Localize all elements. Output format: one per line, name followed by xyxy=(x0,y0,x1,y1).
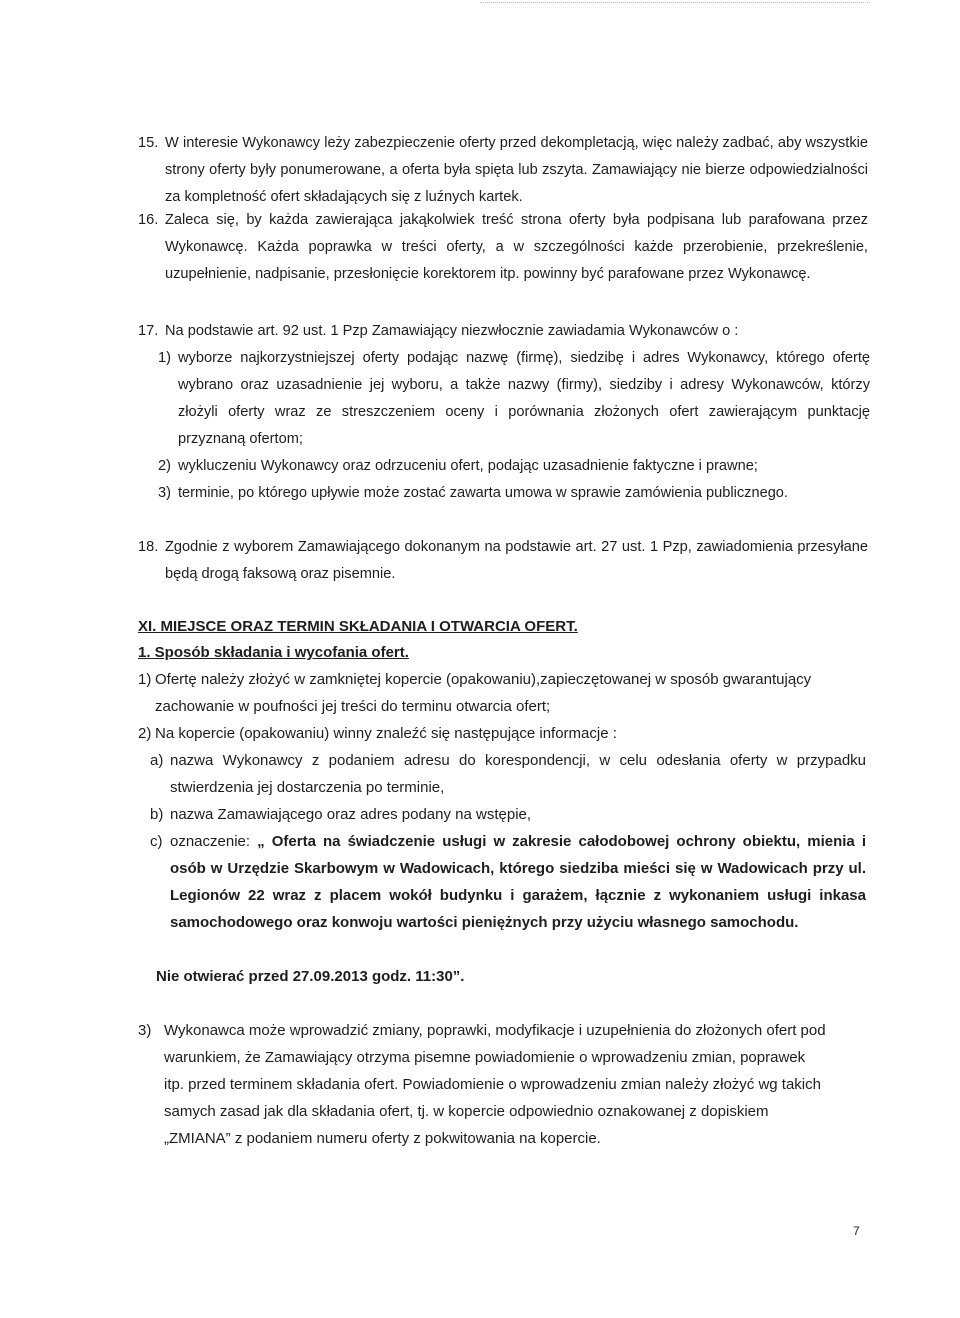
sub-item-1 xyxy=(158,345,870,453)
sub-number: 3) xyxy=(158,485,171,501)
page-number: 7 xyxy=(853,1224,860,1238)
item-text: W interesie Wykonawcy leży zabezpieczenie oferty przed dekompletacją, więc należy zadbać, aby wszystkie strony oferty były ponumerowane, a oferta była spięta lub zszyta. Zamawiający nie bierze odpowiedzialności za kompletność ofert składających się z luźnych kartek. xyxy=(165,135,868,205)
point-text: Na kopercie (opakowaniu) winny znaleźć się następujące informacje : xyxy=(155,725,617,742)
point-text: Ofertę należy złożyć w zamkniętej kopercie (opakowaniu),zapieczętowanej w sposób gwarantujący zachowanie w poufności jej treści do terminu otwarcia ofert; xyxy=(155,671,812,715)
point-a xyxy=(150,747,866,801)
point-3 xyxy=(138,1017,868,1152)
point-number: 3) xyxy=(138,1022,152,1039)
point-text: nazwa Zamawiającego oraz adres podany na wstępie, xyxy=(170,806,532,823)
point-c-lead: oznaczenie: xyxy=(170,833,251,850)
point-c xyxy=(150,828,866,936)
point-text: nazwa Wykonawcy z podaniem adresu do korespondencji, w celu odesłania oferty w przypadku stwierdzenia jej dostarczenia po terminie, xyxy=(170,752,866,796)
point-letter: a) xyxy=(150,752,164,769)
sub-text: wyborze najkorzystniejszej oferty podając nazwę (firmę), siedzibę i adres Wykonawcy, którego ofertę wybrano oraz uzasadnienie jej wyboru, a także nazwy (firmy), siedziby i adresy Wykonawców, którzy złożyli oferty wraz ze streszczeniem oceny i porównania złożonych ofert zawierającym punktację przyznaną ofertom; xyxy=(178,350,870,447)
item-number: 15. xyxy=(138,135,159,151)
sub-item-2 xyxy=(158,453,870,480)
point-1 xyxy=(138,666,868,720)
point-letter: b) xyxy=(150,806,164,823)
scan-artifact-line xyxy=(480,2,870,9)
list-item-15 xyxy=(138,130,868,211)
item-number: 17. xyxy=(138,323,159,339)
point-number: 1) xyxy=(138,671,152,688)
item-text: Zaleca się, by każda zawierająca jakąkolwiek treść strona oferty była podpisana lub parafowana przez Wykonawcę. Każda poprawka w treści oferty, a w szczególności każde przerobienie, przekreślenie, uzupełnienie, nadpisanie, przesłonięcie korektorem itp. powinny być parafowane przez Wykonawcę. xyxy=(165,212,868,282)
point-text: Wykonawca może wprowadzić zmiany, poprawki, modyfikacje i uzupełnienia do złożonych ofert pod warunkiem, że Zamawiający otrzyma pisemne powiadomienie o wprowadzeniu zmian, poprawek itp. przed terminem składania ofert. Powiadomienie o wprowadzeniu zmian należy złożyć wg takich samych zasad jak dla składania ofert, tj. w kopercie odpowiednio oznakowanej z dopiskiem „ZMIANA” z podaniem numeru oferty z pokwitowania na kopercie. xyxy=(164,1022,826,1147)
sub-text: terminie, po którego upływie może zostać zawarta umowa w sprawie zamówienia publicznego. xyxy=(178,485,788,501)
sub-number: 1) xyxy=(158,350,171,366)
item-text: Na podstawie art. 92 ust. 1 Pzp Zamawiający niezwłocznie zawiadamia Wykonawców o : xyxy=(165,323,739,339)
list-item-16 xyxy=(138,207,868,288)
sub-number: 2) xyxy=(158,458,171,474)
list-item-17 xyxy=(138,318,868,345)
deadline-note: Nie otwierać przed 27.09.2013 godz. 11:30”. xyxy=(156,968,465,985)
point-number: 2) xyxy=(138,725,152,742)
section-heading: XI. MIEJSCE ORAZ TERMIN SKŁADANIA I OTWARCIA OFERT. xyxy=(138,618,578,635)
section-subheading: 1. Sposób składania i wycofania ofert. xyxy=(138,644,409,661)
sub-item-3 xyxy=(158,480,870,507)
item-number: 16. xyxy=(138,212,159,228)
sub-text: wykluczeniu Wykonawcy oraz odrzuceniu ofert, podając uzasadnienie faktyczne i prawne; xyxy=(178,458,758,474)
item-text: Zgodnie z wyborem Zamawiającego dokonanym na podstawie art. 27 ust. 1 Pzp, zawiadomienia przesyłane będą drogą faksową oraz pisemnie. xyxy=(165,539,868,582)
point-letter: c) xyxy=(150,833,163,850)
point-b xyxy=(150,801,866,828)
offer-label: „ Oferta na świadczenie usługi w zakresie całodobowej ochrony obiektu, mienia i osób w Urzędzie Skarbowym w Wadowicach, którego siedziba mieści się w Wadowicach przy ul. Legionów 22 wraz z placem wokół budynku i garażem, łącznie z wykonaniem usługi inkasa samochodowego oraz konwoju wartości pieniężnych przy użyciu własnego samochodu. xyxy=(170,833,867,931)
point-2 xyxy=(138,720,868,747)
point-c-text xyxy=(170,828,866,936)
item-number: 18. xyxy=(138,539,159,555)
list-item-18 xyxy=(138,534,868,588)
